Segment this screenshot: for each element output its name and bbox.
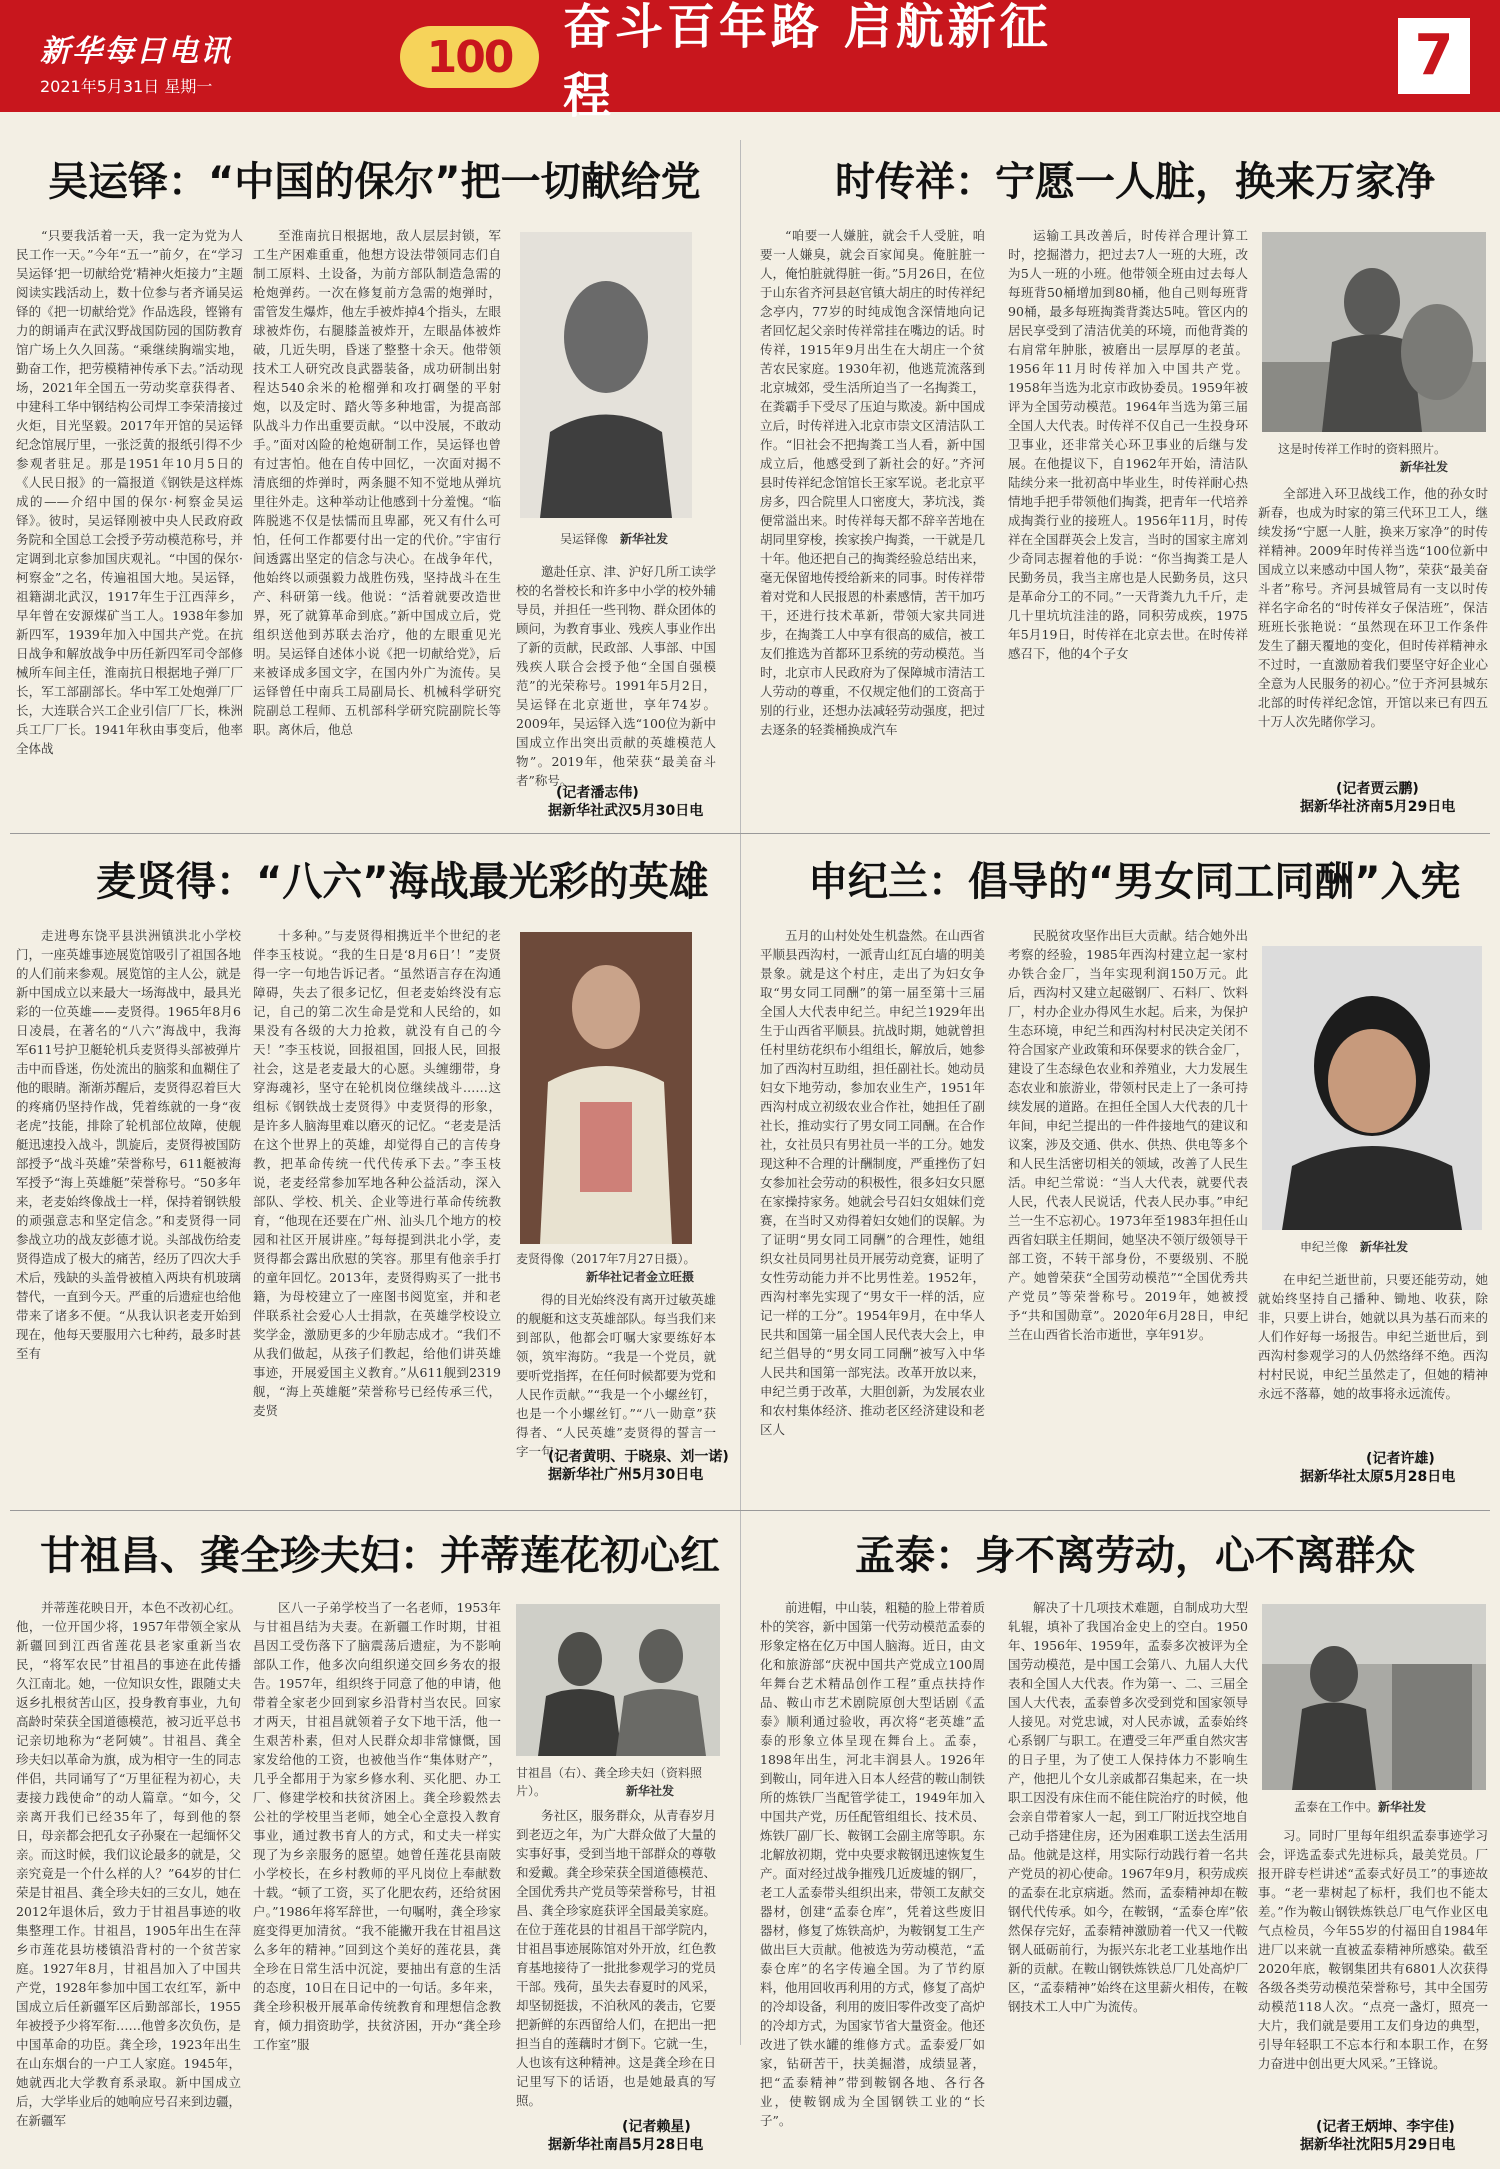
- issue-date: 2021年5月31日 星期一: [40, 77, 213, 96]
- photo-caption: 吴运铎像 新华社发: [560, 532, 669, 546]
- article-title-shi-chuanxiang: 时传祥：宁愿一人脏，换来万家净: [835, 159, 1435, 205]
- portrait-photo: [1262, 946, 1482, 1230]
- reporter-credit: (记者赖星): [622, 2119, 691, 2135]
- photo-credit: 新华社发: [1400, 460, 1449, 474]
- photo-caption: 麦贤得像（2017年7月27日摄）。: [516, 1252, 696, 1266]
- photo-credit: 新华社发: [626, 1784, 675, 1798]
- column-divider: [740, 140, 741, 2045]
- dateline: 据新华社武汉5月30日电: [548, 803, 704, 819]
- article-column: 得的目光始终没有离开过敏英雄的舰艇和这支英雄部队。每当我们来到部队，他都会叮嘱大家要练好本领，筑牢海防。“我是一个党员，就要听党指挥，在任何时候都要为党和人民作贡献。”“我是一个小螺丝钉，也是一个小螺丝钉。”“八一勋章”获得者、“人民英雄”麦贤得的誓言一字一句。: [516, 1292, 717, 1459]
- article-column: 全部进入环卫战线工作，他的孙女时新春，也成为时家的第三代环卫工人，继续发扬“宁愿一人脏，换来万家净”的时传祥精神。2009年时传祥当选“100位新中国成立以来感动中国人物”，荣获“最美奋斗者”称号。齐河县城管局有一支以时传祥名字命名的“时传祥女子保洁班”，保洁班班长张艳说：“虽然现在环卫工作条件发生了翻天覆地的变化，但时传祥精神永不过时，一直激励着我们要坚守好企业心全意为人民服务的初心。”位于齐河县城东北部的时传祥纪念馆，开馆以来已有四五十万人次先睹你学习。: [1258, 486, 1488, 729]
- reporter-credit: (记者黄明、于晓泉、刘一诺): [548, 1449, 729, 1465]
- article-column: 并蒂莲花映日开，本色不改初心红。他，一位开国少将，1957年带领全家从新疆回到江西省莲花县老家重新当农民，“将军农民”甘祖昌的事迹在此传播久江南北。她，一位知识女性，跟随丈夫返乡扎根贫苦山区，投身教育事业，九旬高龄时荣获全国道德模范，被习近平总书记亲切地称为“老阿姨”。甘祖昌、龚全珍夫妇以革命为旗，成为相守一生的同志伴侣，共同诵写了“万里征程为初心，夫妻接力践使命”的动人篇章。“如今，父亲离开我们已经35年了，每到他的祭日，母亲都会把孔女子孙聚在一起缅怀父亲。而这时候，我们议论最多的就是，父亲究竟是一个什么样的人？”64岁的甘仁荣是甘祖昌、龚全珍夫妇的三女儿，她在2012年退休后，致力于甘祖昌事迹的收集整理工作。甘祖昌，1905年出生在萍乡市莲花县坊楼镇沿背村的一个贫苦家庭。1927年8月，甘祖昌加入了中国共产党，1928年参加中国工农红军，新中国成立后任新疆军区后勤部部长，1955年被授予少将军衔……他曾多次负伤，是中国革命的功臣。龚全珍，1923年出生在山东烟台的一户工人家庭。1945年，她就西北大学教育系录取。新中国成立后，大学毕业后的她响应号召来到边疆，在新疆军: [16, 1600, 242, 2128]
- anniversary-banner: [400, 0, 1100, 124]
- dateline: 据新华社南昌5月28日电: [548, 2137, 704, 2153]
- photo-caption: 这是时传祥工作时的资料照片。: [1278, 442, 1447, 456]
- dateline: 据新华社济南5月29日电: [1300, 799, 1456, 815]
- worker-photo: [1262, 1604, 1486, 1790]
- section-divider: [10, 1510, 1490, 1511]
- section-divider: [10, 833, 1490, 834]
- article-column: 五月的山村处处生机盎然。在山西省平顺县西沟村，一派青山红瓦白墙的明美景象。就是这个村庄，走出了为妇女争取“男女同工同酬”的第一届至第十三届全国人大代表申纪兰。申纪兰1929年出生于山西省平顺县。抗战时期，她就曾担任村里纺花织布小组组长，解放后，她参加了西沟村互助组，担任副社长。她动员妇女下地劳动，参加农业生产，1951年西沟村成立初级农业合作社，她担任了副社长，推动实行了男女同工同酬。在合作社，女社员只有男社员一半的工分。她发现这种不合理的计酬制度，严重挫伤了妇女参加社会劳动的积极性，很多妇女只愿在家操持家务。她就会号召妇女姐妹们竞赛，在当时又劝得着妇女她们的误解。为了证明“男女同工同酬”的合理性，她组织女社员同男社员开展劳动竞赛，证明了女性劳动能力并不比男性差。1952年，西沟村率先实现了“男女干一样的活，应记一样的工分”。1954年9月，在中华人民共和国第一届全国人民代表大会上，申纪兰倡导的“男女同工同酬”被写入中华人民共和国第一部宪法。改革开放以来，申纪兰勇于改革，大胆创新，为发展农业和农村集体经济、推动老区经济建设和老区人: [760, 928, 986, 1437]
- article-title-mai-xiande: 麦贤得：“八六”海战最光彩的英雄: [96, 859, 709, 905]
- article-column: 在申纪兰逝世前，只要还能劳动，她就始终坚持自己播种、锄地、收获，除非，只要上讲台，她就以具为基石而来的人们作好每一场报告。申纪兰逝世后，到西沟村参观学习的人仍然络绎不绝。西沟村村民说，申纪兰虽然走了，但她的精神永远不落幕，她的故事将永远流传。: [1258, 1272, 1488, 1401]
- reporter-credit: (记者贾云鹏): [1336, 781, 1419, 797]
- article-title-meng-tai: 孟泰：身不离劳动，心不离群众: [855, 1533, 1415, 1579]
- photo-caption: 申纪兰像 新华社发: [1300, 1240, 1409, 1254]
- article-title-wu-yunduo: 吴运铎：“中国的保尔”把一切献给党: [48, 159, 701, 205]
- reporter-credit: (记者潘志伟): [556, 785, 639, 801]
- article-column: 解决了十几项技术难题，自制成功大型轧辊，填补了我国冶金史上的空白。1950年、1956年、1959年，孟泰多次被评为全国劳动模范，是中国工会第八、九届人大代表和全国人大代表。作为第一、二、三届全国人大代表，孟泰曾多次受到党和国家领导人接见。对党忠诚，对人民赤诚，孟泰始终心系钢厂与职工。在遭受三年严重自然灾害的日子里，为了使工人保持体力不影响生产，他把儿个女儿亲戚都召集起来，在一块职工因没有床住而不能住院治疗的时候，他会亲自带着家人一起，到工厂附近找空地自己动手搭建住房，还为困难职工送去生活用品。他就是这样，用实际行动践行着一名共产党员的初心使命。1967年9月，积劳成疾的孟泰在北京病逝。然而，孟泰精神却在鞍钢代代传承。如今，在鞍钢，“孟泰仓库”依然保存完好，孟泰精神激励着一代又一代鞍钢人砥砺前行，为振兴东北老工业基地作出新的贡献。在鞍山钢铁炼铁总厂几处高炉厂区，“孟泰精神”始终在这里薪火相传，在鞍钢技术工人中广为流传。: [1008, 1600, 1248, 2014]
- masthead: [40, 26, 232, 97]
- dateline: 据新华社太原5月28日电: [1300, 1469, 1456, 1485]
- reporter-credit: (记者王炳坤、李宇佳): [1316, 2119, 1455, 2135]
- photo-caption: 甘祖昌（右）、龚全珍夫妇（资料照片）。: [516, 1766, 703, 1798]
- article-column: “咱要一人嫌脏，就会千人受脏，咱要一人嫌臭，就会百家闻臭。俺脏脏一人，俺怕脏就得脏一街。”5月26日，在位于山东省齐河县赵官镇大胡庄的时传祥纪念亭内，77岁的时纯成饱含深情地向记者回忆起父亲时传祥常挂在嘴边的话。时传祥，1915年9月出生在大胡庄一个贫苦农民家庭。1930年初，他逃荒流落到北京城郊，受生活所迫当了一名掏粪工，在粪霸手下受尽了压迫与欺凌。新中国成立后，时传祥进入北京市崇文区清洁队工作。“旧社会不把掏粪工当人看，新中国成立后，他感受到了新社会的好。”齐河县时传祥纪念馆馆长王家军说。老北京平房多，四合院里人口密度大，茅坑浅，粪便常溢出来。时传祥每天都不辞辛苦地在胡同里穿梭，挨家挨户掏粪，一干就是几十年。他还把自己的掏粪经验总结出来，毫无保留地传授给新来的同事。时传祥带着对党和人民报恩的朴素感情，苦干加巧干，还进行技术革新，带领大家共同进步，在掏粪工人中享有很高的威信，被工友们推选为首都环卫系统的劳动模范。当时，北京市人民政府为了保障城市清洁工人劳动的尊重，不仅规定他们的工资高于别的行业，还想办法减轻劳动强度，把过去逐条的轻粪桶换成汽车: [760, 228, 986, 737]
- portrait-photo: [520, 932, 692, 1244]
- dateline: 据新华社沈阳5月29日电: [1300, 2137, 1456, 2153]
- article-title-gan-zuchang: 甘祖昌、龚全珍夫妇：并蒂莲花初心红: [40, 1533, 720, 1579]
- article-column: 民脱贫攻坚作出巨大贡献。结合她外出考察的经验，1985年西沟村建立起一家村办铁合金厂，当年实现利润150万元。此后，西沟村又建立起磁钢厂、石料厂、饮料厂，村办企业办得风生水起。后来，为保护生态环境，申纪兰和西沟村村民决定关闭不符合国家产业政策和环保要求的铁合金厂，建设了生态绿色农业和养殖业，大力发展生态农业和旅游业，带领村民走上了一条可持续发展的道路。在担任全国人大代表的几十年间，申纪兰提出的一件件接地气的建议和议案，涉及交通、供水、供热、供电等多个和人民生活密切相关的领域，改善了人民生活。申纪兰常说：“当人大代表，就要代表人民，代表人民说话，代表人民办事。”申纪兰一生不忘初心。1973年至1983年担任山西省妇联主任期间，她坚决不领厅级领导干部工资，不转干部身份，不要级别、不脱产。她曾荣获“全国劳动模范”“全国优秀共产党员”等荣誉称号。2019年，她被授予“共和国勋章”。2020年6月28日，申纪兰在山西省长治市逝世，享年91岁。: [1008, 928, 1248, 1342]
- page-number: 7: [1398, 18, 1470, 94]
- photo-caption: 孟泰在工作中。新华社发: [1294, 1800, 1427, 1814]
- article-column: 运输工具改善后，时传祥合理计算工时，挖掘潜力，把过去7人一班的大班，改为5人一班的小班。他带领全班由过去每人每班背50桶增加到80桶，他自己则每班背90桶，最多每班掏粪背粪达5吨。管区内的居民享受到了清洁优美的环境，而他背粪的右肩常年肿胀，被磨出一层厚厚的老茧。1956年11月时传祥加入中国共产党。1958年当选为北京市政协委员。1959年被评为全国劳动模范。1964年当选为第三届全国人大代表。时传祥不仅自己一生投身环卫事业，还非常关心环卫事业的后继与发展。在他提议下，自1962年开始，清洁队陆续分来一批初高中毕业生，时传祥耐心热情地手把手带领他们掏粪，把青年一代培养成掏粪行业的接班人。1956年11月，时传祥在全国群英会上发言，当时的国家主席刘少奇同志握着他的手说：“你当掏粪工是人民勤务员，我当主席也是人民勤务员，这只是革命分工的不同。”一天背粪九九千斤，走几十里坑坑洼洼的路，同积劳成疾，1975年5月19日，时传祥在北京去世。在时传祥感召下，他的4个子女: [1008, 228, 1248, 661]
- article-column: 区八一子弟学校当了一名老师，1953年与甘祖昌结为夫妻。在新疆工作时期，甘祖昌因工受伤落下了脑震荡后遗症，为不影响部队工作，他多次向组织递交回乡务农的报告。1957年，组织终于同意了他的申请，他带着全家老少回到家乡沿背村当农民。回家才两天，甘祖昌就领着子女下地干活，他一生艰苦朴素，但对人民群众却非常慷慨，国家发给他的工资，也被他当作“集体财产”，几乎全都用于为家乡修水利、买化肥、办工厂、修建学校和扶贫济困上。龚全珍毅然去公社的学校里当老师，她全心全意投入教育事业，通过教书育人的方式，和丈夫一样实现了为乡亲服务的愿望。她曾任莲花县南陂小学校长，在乡村教师的平凡岗位上奉献数十载。“顿了工资，买了化肥农药，还给贫困户。”1986年将军辞世，一句嘱咐，龚全珍家庭变得更加清贫。“我不能撇开我在甘祖昌这么多年的精神。”回到这个美好的莲花县，龚全珍在日常生活中沉淀，要抽出有意的生活的态度，10日在日记中的一句话。多年来，龚全珍积极开展革命传统教育和理想信念教育，倾力捐资助学，扶贫济困，开办“龚全珍工作室”服: [253, 1600, 501, 2052]
- page-header: [0, 0, 1500, 124]
- article-column: 至淮南抗日根据地，敌人层层封锁，军工生产困难重重，他想方设法带领同志们自制工原料、土设备，为前方部队制造急需的枪炮弹药。一次在修复前方急需的炮弹时，雷管发生爆炸，他左手被炸掉4个指头，左眼球被炸伤，右腿膝盖被炸开，左眼晶体被炸破，几近失明，昏迷了整整十余天。他带领技术工人研究改良武器装备，成功研制出射程达540余米的枪榴弹和攻打碉堡的平射炮，以及定时、踏火等多种地雷，为提高部队战斗力作出重要贡献。“以中没展，不敢动手。”面对凶险的枪炮研制工作，吴运铎也曾有过害怕。他在自传中回忆，一次面对揭不清底细的炸弹时，两条腿不知不觉地从弹坑里往外走。这种举动让他感到十分羞愧。“临阵脱逃不仅是怯懦而且卑鄙，死又有什么可怕，任何工作都要付出一定的代价。”宇宙行间透露出坚定的信念与决心。在战争年代，他始终以顽强毅力战胜伤残，坚持战斗在生产、科研第一线。他说：“活着就要改造世界，死了就算革命到底。”新中国成立后，党组织送他到苏联去治疗，他的左眼重见光明。吴运铎自述体小说《把一切献给党》，后来被译成多国文字，在国内外广为流传。吴运铎曾任中南兵工局副局长、机械科学研究院副总工程师、五机部科学研究院副院长等职。离休后，他总: [253, 228, 501, 737]
- newspaper-name: 新华每日电讯: [40, 34, 232, 69]
- article-column: 十多种。”与麦贤得相携近半个世纪的老伴李玉枝说。“我的生日是‘8月6日’！”麦贤得一字一句地告诉记者。“虽然语言存在沟通障碍，失去了很多记忆，但老麦始终没有忘记，自己的第二次生命是党和人民给的，如果没有各级的大力抢救，就没有自己的今天！”李玉枝说，回报祖国，回报人民，回报社会，这是老麦最大的心愿。头缠绷带，身穿海魂衫，坚守在轮机岗位继续战斗……这组标《钢铁战士麦贤得》中麦贤得的形象，是许多人脑海里难以磨灭的记忆。“老麦是活在这个世界上的英雄，却觉得自己的言传身教，把革命传统一代代传承下去。”李玉枝说，老麦经常参加军地各种公益活动，深入部队、学校、机关、企业等进行革命传统教育，“他现在还要在广州、汕头几个地方的校园和社区开展讲座。”每每提到洪北小学，麦贤得都会露出欣慰的笑容。那里有他亲手打的童年回忆。2013年，麦贤得购买了一批书籍，为母校建立了一座图书阅览室，并和老伴联系社会爱心人士捐款，在英雄学校设立奖学金，激励更多的少年励志成才。“我们不从我们做起，从孩子们教起，给他们讲英雄事迹，开展爱国主义教育。”从611舰到2319舰，“海上英雄艇”荣誉称号已经传承三代，麦贤: [253, 928, 501, 1418]
- article-column: 走进粤东饶平县洪洲镇洪北小学校门，一座英雄事迹展览馆吸引了祖国各地的人们前来参观。展览馆的主人公，就是新中国成立以来最大一场海战中，最具光彩的一位英雄——麦贤得。1965年8月6日凌晨，在著名的“八六”海战中，我海军611号护卫艇轮机兵麦贤得头部被弹片击中而昏迷，伤处流出的脑浆和血糊住了他的眼睛。渐渐苏醒后，麦贤得忍着巨大的疼痛仍坚持作战，凭着练就的一身“夜老虎”技能，排除了轮机部位故障，使舰艇迅速投入战斗，凯旋后，麦贤得被国防部授予“战斗英雄”荣誉称号，611艇被海军授予“海上英雄艇”荣誉称号。“50多年来，老麦始终像战士一样，保持着钢铁般的顽强意志和坚定信念。”和麦贤得一同参战立功的战友彭德才说。头部战伤给麦贤得造成了极大的痛苦，经历了四次大手术后，残缺的头盖骨被植入两块有机玻璃替代，一直到今天。严重的后遗症也给他带来了诸多不便。“从我认识老麦开始到现在，他每天要服用六七种药，最多时甚至有: [16, 928, 242, 1361]
- article-column: 前进帽，中山装，粗糙的脸上带着质朴的笑容，新中国第一代劳动模范孟泰的形象定格在亿万中国人脑海。近日，由文化和旅游部“庆祝中国共产党成立100周年舞台艺术精品创作工程”重点扶持作品、鞍山市艺术剧院原创大型话剧《孟泰》顺利通过验收，再次将“老英雄”孟泰的形象立体呈现在舞台上。孟泰，1898年出生，河北丰润县人。1926年到鞍山，同年进入日本人经营的鞍山制铁所的炼铁厂当配管学徒工，1949年加入中国共产党，历任配管组组长、技术员、炼铁厂副厂长、鞍钢工会副主席等职。东北解放初期，党中央要求鞍钢迅速恢复生产。面对经过战争摧残几近废墟的钢厂，老工人孟泰带头组织出来，带领工友献交器材，创建“孟泰仓库”，凭着这些废旧器材，修复了炼铁高炉，为鞍钢复工生产做出巨大贡献。他被选为劳动模范，“孟泰仓库”的名字传遍全国。为了节约原料，他用回收再利用的方式，修复了高炉的冷却设备，利用的废旧零件改变了高炉的冷却方式，为国家节省大量资金。他还改进了铁水罐的维修方式。孟泰爱厂如家，钻研苦干，扶美掘潜，成绩显著，把“孟泰精神”带到鞍钢各地、各行各业，使鞍钢成为全国钢铁工业的“长子”。: [760, 1600, 986, 2128]
- photo-credit: 新华社记者金立旺摄: [586, 1270, 695, 1284]
- article-title-shen-jilan: 申纪兰：倡导的“男女同工同酬”入宪: [808, 859, 1461, 905]
- portrait-photo: [520, 232, 692, 518]
- banner-slogan: 奋斗百年路 启航新征程: [563, 0, 1052, 124]
- article-column: “只要我活着一天，我一定为党为人民工作一天。”今年“五一”前夕，在“学习吴运铎‘把一切献给党’精神火炬接力”主题阅读实践活动上，数十位参与者齐诵吴运铎的《把一切献给党》作品选段，铿锵有力的朗诵声在武汉野战国防园的国防教育馆广场上久久回荡。“乘继续胸端实地，勤奋工作，把劳模精神传承下去。”活动现场，2021年全国五一劳动奖章获得者、中建科工华中钢结构公司焊工李荣清接过火炬，目光坚毅。2017年开馆的吴运铎纪念馆展厅里，一张泛黄的报纸引得不少参观者驻足。那是1951年10月5日的《人民日报》的一篇报道《钢铁是这样炼成的——介绍中国的保尔·柯察金吴运铎》。彼时，吴运铎刚被中央人民政府政务院和全国总工会授予劳动模范称号，并定调到北京参加国庆观礼。“中国的保尔·柯察金”之名，传遍祖国大地。吴运铎，祖籍湖北武汉，1917年生于江西萍乡，早年曾在安源煤矿当工人。1938年参加新四军，1939年加入中国共产党。在抗日战争和解放战争中历任新四军司令部修械所车间主任，淮南抗日根据地子弹厂厂长，军工部副部长。华中军工处炮弹厂厂长，大连联合兴工企业引信厂厂长，株洲兵工厂厂长。1941年秋由事变后，他率全体战: [16, 228, 243, 756]
- article-column: 务社区，服务群众，从青春岁月到老迈之年，为广大群众做了大量的实事好事，受到当地干部群众的尊敬和爱戴。龚全珍荣获全国道德模范、全国优秀共产党员等荣誉称号，甘祖昌、龚全珍家庭获评全国最美家庭。在位于莲花县的甘祖昌干部学院内，甘祖昌事迹展陈馆对外开放，红色教育基地接待了一批批参观学习的党员干部。残荷，虽失去春夏时的风采，却坚韧挺拔，不泊秋风的袭击，它要把新鲜的东西留给人们，在把出一把担当自的莲藕时才倒下。它就一生，人也该有这种精神。这是龚全珍在日记里写下的话语，也是她最真的写照。: [516, 1808, 717, 2108]
- centenary-logo: 100: [400, 26, 539, 88]
- worker-photo: [1262, 232, 1486, 432]
- couple-photo: [516, 1604, 720, 1756]
- reporter-credit: (记者许雄): [1366, 1451, 1435, 1467]
- article-column: 邀赴任京、津、沪好几所工读学校的名誉校长和许多中小学的校外辅导员，并担任一些刊物、群众团体的顾问，为教育事业、残疾人事业作出了新的贡献，民政部、人事部、中国残疾人联合会授予他“全国自强模范”的光荣称号。1991年5月2日，吴运铎在北京逝世，享年74岁。2009年，吴运铎入选“100位为新中国成立作出突出贡献的英雄模范人物”。2019年，他荣获“最美奋斗者”称号。: [516, 564, 717, 788]
- dateline: 据新华社广州5月30日电: [548, 1467, 704, 1483]
- article-column: 习。同时厂里每年组织孟泰事迹学习会，评选孟泰式先进标兵，最美党员。厂报开辟专栏讲述“孟泰式好员工”的事迹故事。“老一辈树起了标杆，我们也不能太差。”作为鞍山钢铁炼铁总厂电气作业区电气点检员，今年55岁的付福田自1984年进厂以来就一直被孟泰精神所感染。截至2020年底，鞍钢集团共有6801人次获得各级各类劳动模范荣誉称号，其中全国劳动模范118人次。“点亮一盏灯，照亮一大片，我们就是要用工友们身边的典型，引导年轻职工不忘本行和本职工作，在努力奋进中创出更大风采。”王锋说。: [1258, 1828, 1488, 2071]
